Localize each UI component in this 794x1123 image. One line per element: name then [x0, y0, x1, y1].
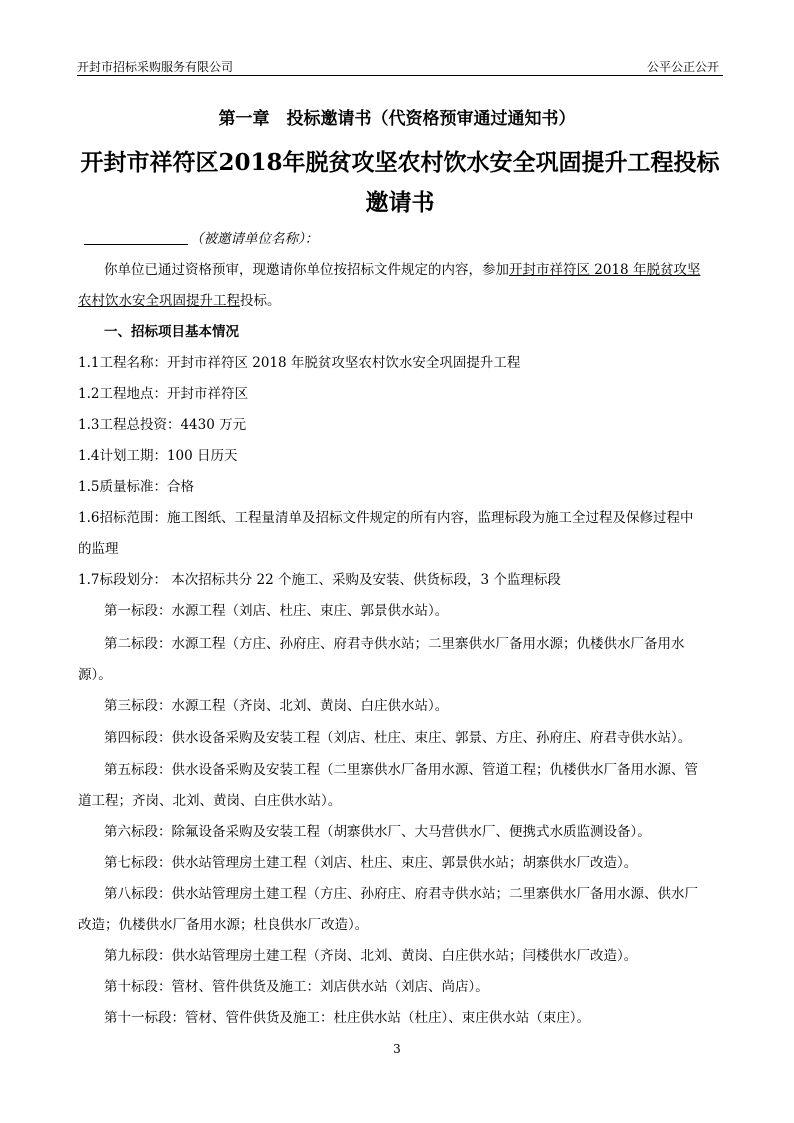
chapter-title: 第一章 投标邀请书（代资格预审通过通知书）	[218, 109, 576, 129]
invitee-line	[84, 224, 318, 255]
intro-text: 你单位已通过资格预审，现邀请你单位按招标文件规定的内容，参加	[104, 262, 509, 278]
item-1-6-line-1: 1.6招标范围：施工图纸、工程量清单及招标文件规定的所有内容，监理标段为施工全过程及保修过程中	[78, 510, 694, 526]
lot-9: 第九标段：供水站管理房土建工程（齐岗、北刘、黄岗、白庄供水站；闫楼供水厂改造）。	[104, 948, 638, 964]
page-header	[77, 55, 723, 76]
lot-10: 第十标段：管材、管件供货及施工：刘店供水站（刘店、尚店）。	[104, 979, 489, 995]
lot-4: 第四标段：供水设备采购及安装工程（刘店、杜庄、束庄、郭景、方庄、孙府庄、府君寺供水站）。	[104, 730, 692, 746]
intro-suffix: 投标。	[240, 293, 281, 309]
intro-line-1	[104, 255, 700, 286]
lot-5-line-2: 道工程；齐岗、北刘、黄岗、白庄供水站）。	[78, 793, 342, 809]
project-name-underlined-cont: 农村饮水安全巩固提升工程	[78, 293, 240, 309]
item-1-1: 1.1工程名称：开封市祥符区 2018 年脱贫攻坚农村饮水安全巩固提升工程	[78, 355, 521, 371]
lot-3: 第三标段：水源工程（齐岗、北刘、黄岗、白庄供水站）。	[104, 698, 449, 714]
document-title: 开封市祥符区2018年脱贫攻坚农村饮水安全巩固提升工程投标邀请书	[80, 149, 720, 216]
item-1-4: 1.4计划工期：100 日历天	[78, 448, 238, 464]
intro-line-2	[78, 286, 281, 317]
item-1-2: 1.2工程地点：开封市祥符区	[78, 386, 248, 402]
item-1-7: 1.7标段划分： 本次招标共分 22 个施工、采购及安装、供货标段，3 个监理标段	[78, 572, 561, 588]
lot-6: 第六标段：除氟设备采购及安装工程（胡寨供水厂、大马营供水厂、便携式水质监测设备）。	[104, 824, 651, 840]
project-name-underlined: 开封市祥符区 2018 年脱贫攻坚	[509, 262, 701, 278]
lot-8-line-2: 改造；仇楼供水厂备用水源；杜良供水厂改造）。	[78, 917, 369, 933]
header-company: 开封市招标采购服务有限公司	[77, 60, 234, 74]
lot-2-line-1: 第二标段：水源工程（方庄、孙府庄、府君寺供水站；二里寨供水厂备用水源；仇楼供水厂备用水	[104, 636, 685, 652]
item-1-5: 1.5质量标准：合格	[78, 479, 194, 495]
item-1-3: 1.3工程总投资：4430 万元	[78, 417, 247, 433]
page-number: 3	[393, 1042, 401, 1056]
header-slogan: 公平公正公开	[646, 60, 719, 74]
lot-2-line-2: 源）。	[78, 667, 112, 683]
lot-1: 第一标段：水源工程（刘店、杜庄、束庄、郭景供水站）。	[104, 603, 449, 619]
item-1-6-line-2: 的监理	[78, 541, 119, 557]
invitee-blank	[84, 230, 188, 245]
invitee-label: （被邀请单位名称）：	[190, 231, 319, 247]
lot-11: 第十一标段：管材、管件供货及施工：杜庄供水站（杜庄）、束庄供水站（束庄）。	[104, 1010, 590, 1026]
lot-7: 第七标段：供水站管理房土建工程（刘店、杜庄、束庄、郭景供水站；胡寨供水厂改造）。	[104, 855, 638, 871]
section-heading: 一、招标项目基本情况	[104, 324, 239, 340]
lot-8-line-1: 第八标段：供水站管理房土建工程（方庄、孙府庄、府君寺供水站；二里寨供水厂备用水源、供水厂	[104, 886, 698, 902]
lot-5-line-1: 第五标段：供水设备采购及安装工程（二里寨供水厂备用水源、管道工程；仇楼供水厂备用水源、管	[104, 762, 698, 778]
